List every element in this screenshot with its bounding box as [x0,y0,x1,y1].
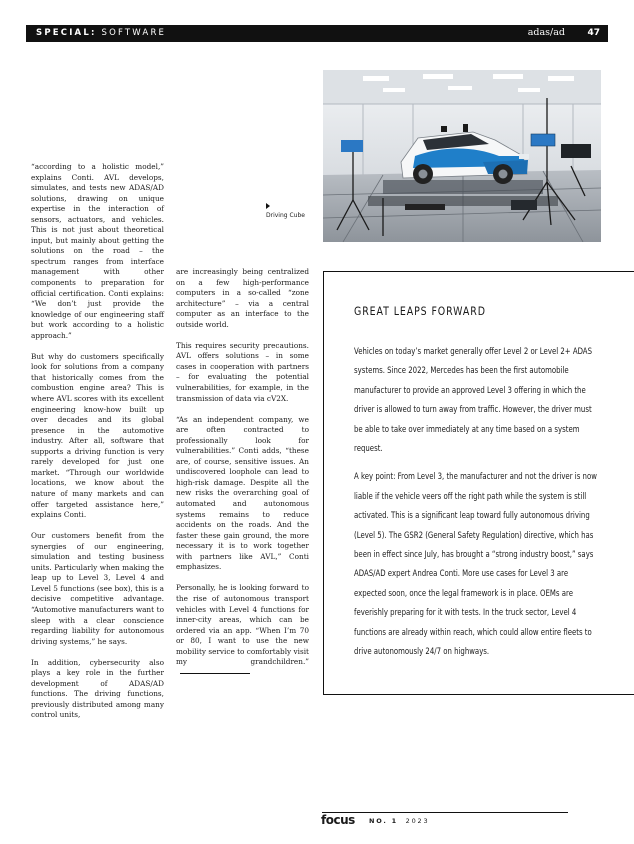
image-caption: Driving Cube [266,212,305,219]
header-bar [26,25,608,42]
paragraph: are increasingly being centralized on a few high-performance computers in a so-called “zone architecture” – via a central computer as an interface to the outside world. [176,267,309,329]
paragraph-text: Personally, he is looking forward to the rise of autonomous transport vehicles with Level 4 functions for inner-city areas, which can be ordered via an app. “When I’m 70 or 80, I want to use the new mobility service to comfortably visit my grandchildren.” [176,583,309,667]
article-column-1 [31,162,164,732]
issue-number: 1 [391,817,398,825]
paragraph: “according to a holistic model,” explains Conti. AVL develops, simulates, and tests new ADAS/AD solutions, drawing on unique expertise in the interaction of sensors, actuators, and vehicles. This is not just about theoretical input, but mainly about getting the solutions on the road – the spectrum ranges from interface management with other components to preparation for official certification. Conti explains: “We don’t just provide the knowledge of our engineering staff but work according to a holistic approach.” [31,162,164,340]
paragraph: This requires security precautions. AVL offers solutions – in some cases in cooperation with partners – for evaluating the potential vulnerabilities, for example, in the transmission of data via cV2X. [176,340,309,403]
subsection-name: SOFTWARE [101,28,167,38]
section-label [36,28,166,39]
section-name: SPECIAL: [36,28,97,38]
topic-label: adas/ad [527,27,565,38]
article-column-2 [176,267,309,689]
caption-arrow-icon [266,203,270,209]
issue-prefix: NO. [369,817,388,825]
footer-rule [322,812,568,813]
issue-year: 2023 [405,817,430,825]
paragraph: Our customers benefit from the synergies of our engineering, simulation and testing business units. Particularly when making the leap up to Level 3, Level 4 and Level 5 functions (see box), this is a decisive competitive advantage. “Automotive manufacturers want to sleep with a clear conscience regarding liability for autonomous driving systems,” he says. [31,531,164,646]
paragraph: In addition, cybersecurity also plays a key role in the further development of ADAS/AD functions. The driving functions, previously distributed among many control units, [31,657,164,720]
box-paragraph: Vehicles on today’s market generally offer Level 2 or Level 2+ ADAS systems. Since 2022, Mercedes has been the first automobile manufacturer to provide an approved Level 3 offering in which the driver is allowed to turn away from traffic. However, the driver must be able to take over immediately at any time based on a system request. [354,346,592,454]
end-mark [180,673,250,674]
page-number: 47 [587,28,600,38]
magazine-logo: focus [321,813,355,827]
box-title: GREAT LEAPS FORWARD [354,304,486,318]
driving-cube-photo [323,70,601,242]
sidebar-box [323,271,634,695]
issue-label [369,817,429,825]
paragraph: But why do customers specifically look for solutions from a company that historically comes from the combustion engine area? This is where AVL scores with its excellent engineering know-how built up over decades and its global presence in the automotive industry. After all, software that supports a driving function is very rarely developed for just one market. “Through our worldwide locations, we know about the nature of many markets and can offer targeted assistance here,” explains Conti. [31,351,164,520]
paragraph: “As an independent company, we are often contracted to professionally look for vulnerabilities.” Conti adds, “these are, of course, sensitive issues. An undiscovered loophole can lead to high-risk damage. Despite all the new risks the overarching goal of automated and autonomous systems remains to reduce accidents on the roads. And the faster these gain ground, the more necessary it is to work together with partners like AVL,” Conti emphasizes. [176,414,309,572]
closing-paragraph [176,583,309,678]
box-paragraph: A key point: From Level 3, the manufacturer and not the driver is now liable if the vehicle veers off the right path while the system is still activated. This is a significant leap toward fully autonomous driving (Level 5). The GSR2 (General Safety Regulation) directive, which has been in effect since July, has brought a “strong industry boost,” says ADAS/AD expert Andrea Conti. More use cases for Level 3 are expected soon, once the legal framework is in place. OEMs are feverishly preparing for it with tests. In the truck sector, Level 4 functions are already within reach, which could allow entire fleets to drive autonomously 24/7 on highways. [354,471,597,657]
test-bench-illustration [323,70,601,242]
box-body [354,342,602,671]
